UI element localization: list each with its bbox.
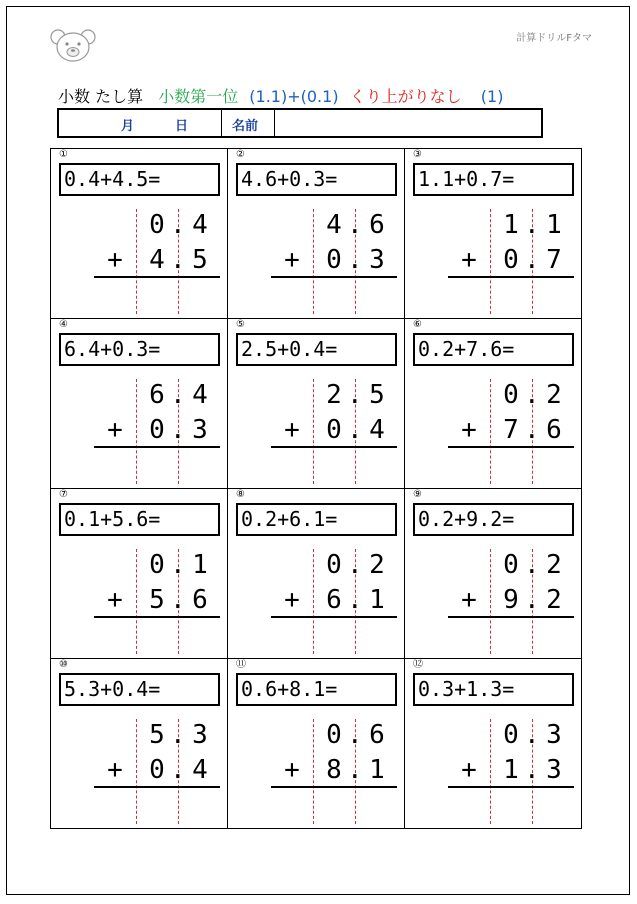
answer-area[interactable] [271, 620, 397, 654]
equation-box: 0.2+9.2= [413, 503, 574, 536]
addend2-tenths: 3 [369, 245, 385, 275]
equation-box: 0.4+4.5= [59, 163, 220, 196]
addend2-ones: 0 [149, 415, 165, 445]
addend1-tenths: 2 [546, 550, 562, 580]
date-field[interactable] [59, 110, 222, 136]
equation-box: 0.6+8.1= [236, 673, 397, 706]
decimal-point: . [347, 245, 363, 275]
plus-sign: + [284, 245, 300, 275]
answer-area[interactable] [94, 450, 220, 484]
decimal-point: . [347, 380, 363, 410]
answer-area[interactable] [94, 790, 220, 824]
problem-number: ③ [413, 149, 422, 160]
addend1-ones: 0 [149, 550, 165, 580]
addend1-ones: 2 [326, 380, 342, 410]
addend2-ones: 9 [503, 585, 519, 615]
addend1-ones: 1 [503, 210, 519, 240]
addend1-tenths: 2 [546, 380, 562, 410]
decimal-point: . [170, 585, 186, 615]
answer-area[interactable] [94, 620, 220, 654]
addend2-tenths: 4 [369, 415, 385, 445]
title-number: (1) [480, 87, 504, 106]
name-field[interactable] [275, 110, 541, 136]
decimal-point: . [524, 720, 540, 750]
sum-line [271, 276, 397, 278]
title-topic: 小数 たし算 [58, 87, 144, 106]
problem-cell [51, 149, 228, 319]
addend1-tenths: 1 [546, 210, 562, 240]
problem-cell [228, 489, 405, 659]
name-label: 名前 [232, 119, 259, 134]
decimal-point: . [524, 550, 540, 580]
addend1-tenths: 4 [192, 210, 208, 240]
problem-number: ⑩ [59, 659, 68, 670]
sum-line [271, 446, 397, 448]
addend2-tenths: 5 [192, 245, 208, 275]
equation-box: 5.3+0.4= [59, 673, 220, 706]
addend1-tenths: 6 [369, 720, 385, 750]
answer-area[interactable] [271, 280, 397, 314]
decimal-point: . [170, 245, 186, 275]
addend1-tenths: 2 [369, 550, 385, 580]
decimal-point: . [347, 585, 363, 615]
addend1-tenths: 6 [369, 210, 385, 240]
addend1-tenths: 4 [192, 380, 208, 410]
equation-box: 0.1+5.6= [59, 503, 220, 536]
addend1-ones: 0 [503, 550, 519, 580]
answer-area[interactable] [271, 450, 397, 484]
addend1-tenths: 3 [192, 720, 208, 750]
decimal-point: . [347, 755, 363, 785]
answer-area[interactable] [271, 790, 397, 824]
sum-line [271, 616, 397, 618]
addend2-ones: 0 [503, 245, 519, 275]
plus-sign: + [461, 585, 477, 615]
decimal-point: . [524, 585, 540, 615]
sum-line [94, 786, 220, 788]
addend2-ones: 0 [149, 755, 165, 785]
addend1-ones: 4 [326, 210, 342, 240]
plus-sign: + [461, 755, 477, 785]
sum-line [448, 616, 574, 618]
plus-sign: + [284, 585, 300, 615]
plus-sign: + [107, 585, 123, 615]
title-pattern: (1.1)+(0.1) [249, 87, 339, 106]
addend1-tenths: 3 [546, 720, 562, 750]
decimal-point: . [170, 380, 186, 410]
decimal-point: . [170, 210, 186, 240]
sum-line [448, 446, 574, 448]
decimal-point: . [347, 720, 363, 750]
problem-cell [405, 149, 582, 319]
addend2-tenths: 2 [546, 585, 562, 615]
sum-line [271, 786, 397, 788]
problem-number: ② [236, 149, 245, 160]
decimal-point: . [524, 210, 540, 240]
name-label-cell [222, 110, 275, 136]
problem-cell [228, 659, 405, 829]
addend2-ones: 8 [326, 755, 342, 785]
problem-cell [51, 489, 228, 659]
plus-sign: + [107, 415, 123, 445]
answer-area[interactable] [448, 280, 574, 314]
answer-area[interactable] [448, 790, 574, 824]
addend2-ones: 4 [149, 245, 165, 275]
addend1-ones: 0 [503, 380, 519, 410]
equation-box: 0.2+6.1= [236, 503, 397, 536]
plus-sign: + [461, 415, 477, 445]
addend1-tenths: 1 [192, 550, 208, 580]
sum-line [448, 786, 574, 788]
answer-area[interactable] [448, 620, 574, 654]
plus-sign: + [284, 415, 300, 445]
problem-cell [405, 659, 582, 829]
decimal-point: . [170, 720, 186, 750]
addend1-ones: 0 [503, 720, 519, 750]
problem-number: ⑫ [413, 659, 423, 670]
problem-cell [51, 319, 228, 489]
plus-sign: + [284, 755, 300, 785]
brand-text: 計算ドリルFタマ [516, 33, 592, 44]
decimal-point: . [347, 550, 363, 580]
equation-box: 0.2+7.6= [413, 333, 574, 366]
month-label: 月 [121, 119, 135, 134]
problem-cell [405, 489, 582, 659]
decimal-point: . [524, 380, 540, 410]
addend2-tenths: 3 [192, 415, 208, 445]
decimal-point: . [524, 415, 540, 445]
decimal-point: . [170, 415, 186, 445]
addend2-tenths: 1 [369, 585, 385, 615]
bear-logo-icon [49, 27, 97, 63]
decimal-point: . [170, 755, 186, 785]
addend2-ones: 0 [326, 245, 342, 275]
answer-area[interactable] [94, 280, 220, 314]
addend2-tenths: 3 [546, 755, 562, 785]
addend1-ones: 0 [149, 210, 165, 240]
addend1-ones: 0 [326, 720, 342, 750]
addend1-ones: 6 [149, 380, 165, 410]
addend2-ones: 0 [326, 415, 342, 445]
title-carry: くり上がりなし [349, 87, 462, 106]
equation-box: 1.1+0.7= [413, 163, 574, 196]
addend1-ones: 0 [326, 550, 342, 580]
problem-number: ⑦ [59, 489, 68, 500]
problem-cell [51, 659, 228, 829]
problem-number: ⑧ [236, 489, 245, 500]
addend2-ones: 1 [503, 755, 519, 785]
day-label: 日 [175, 119, 189, 134]
addend2-ones: 7 [503, 415, 519, 445]
problem-grid [50, 148, 582, 829]
decimal-point: . [347, 210, 363, 240]
decimal-point: . [524, 755, 540, 785]
equation-box: 0.3+1.3= [413, 673, 574, 706]
addend2-tenths: 7 [546, 245, 562, 275]
problem-number: ⑥ [413, 319, 422, 330]
equation-box: 4.6+0.3= [236, 163, 397, 196]
plus-sign: + [461, 245, 477, 275]
addend1-tenths: 5 [369, 380, 385, 410]
sum-line [94, 276, 220, 278]
addend2-tenths: 1 [369, 755, 385, 785]
problem-number: ⑤ [236, 319, 245, 330]
problem-cell [228, 149, 405, 319]
problem-number: ⑨ [413, 489, 422, 500]
decimal-point: . [170, 550, 186, 580]
problem-number: ① [59, 149, 68, 160]
equation-box: 6.4+0.3= [59, 333, 220, 366]
decimal-point: . [524, 245, 540, 275]
answer-area[interactable] [448, 450, 574, 484]
name-date-box [57, 108, 543, 138]
addend2-tenths: 6 [546, 415, 562, 445]
title-level: 小数第一位 [158, 87, 239, 106]
addend2-ones: 6 [326, 585, 342, 615]
addend2-tenths: 6 [192, 585, 208, 615]
problem-cell [228, 319, 405, 489]
worksheet-title [58, 84, 503, 107]
addend1-ones: 5 [149, 720, 165, 750]
problem-cell [405, 319, 582, 489]
addend2-tenths: 4 [192, 755, 208, 785]
equation-box: 2.5+0.4= [236, 333, 397, 366]
plus-sign: + [107, 755, 123, 785]
problem-number: ④ [59, 319, 68, 330]
addend2-ones: 5 [149, 585, 165, 615]
sum-line [94, 616, 220, 618]
problem-number: ⑪ [236, 659, 246, 670]
decimal-point: . [347, 415, 363, 445]
sum-line [94, 446, 220, 448]
sum-line [448, 276, 574, 278]
plus-sign: + [107, 245, 123, 275]
